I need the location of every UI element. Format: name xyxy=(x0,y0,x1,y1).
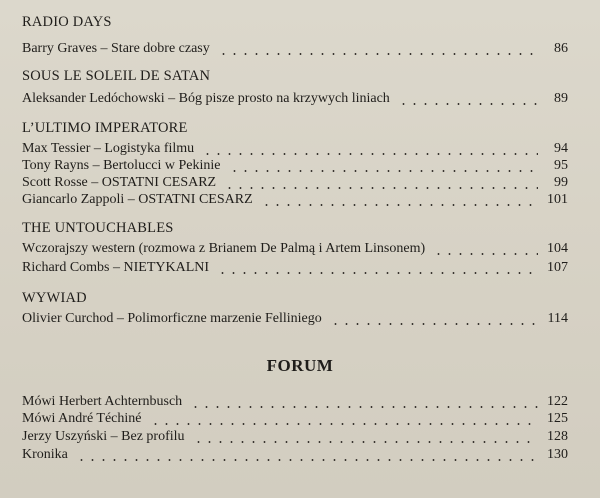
entry-text: Mówi André Téchiné xyxy=(22,411,142,426)
toc-entry xyxy=(0,259,600,277)
leader-dots xyxy=(330,323,538,325)
entry-text: Scott Rosse – OSTATNI CESARZ xyxy=(22,175,217,190)
toc-entry xyxy=(0,174,600,192)
toc-entry xyxy=(0,393,600,411)
entry-text: Mówi Herbert Achternbusch xyxy=(22,394,183,409)
entry-page: 95 xyxy=(554,158,568,173)
entry-text: Kronika xyxy=(22,447,68,462)
forum-heading: FORUM xyxy=(266,356,334,375)
toc-entry xyxy=(0,240,600,258)
entry-page: 101 xyxy=(547,192,568,207)
section-title: THE UNTOUCHABLES xyxy=(22,220,174,236)
entry-text: Max Tessier – Logistyka filmu xyxy=(22,141,195,156)
entry-page: 122 xyxy=(547,394,568,409)
entry-page: 130 xyxy=(547,447,568,462)
leader-dots xyxy=(217,272,538,274)
section-title: RADIO DAYS xyxy=(22,14,112,30)
entry-page: 128 xyxy=(547,429,568,444)
entry-page: 107 xyxy=(547,260,568,275)
leader-dots xyxy=(76,459,538,461)
entry-page: 99 xyxy=(554,175,568,190)
toc-entry xyxy=(0,310,600,328)
leader-dots xyxy=(261,204,538,206)
toc-entry xyxy=(0,446,600,464)
entry-text: Olivier Curchod – Polimorficzne marzenie Felliniego xyxy=(22,311,322,326)
entry-text: Richard Combs – NIETYKALNI xyxy=(22,260,210,275)
entry-text: Barry Graves – Stare dobre czasy xyxy=(22,41,210,56)
entry-text: Jerzy Uszyński – Bez profilu xyxy=(22,429,185,444)
toc-entry xyxy=(0,428,600,446)
section-title: WYWIAD xyxy=(22,290,87,306)
leader-dots xyxy=(150,423,538,425)
entry-page: 86 xyxy=(554,41,568,56)
leader-dots xyxy=(193,441,538,443)
section-title: SOUS LE SOLEIL DE SATAN xyxy=(22,68,211,84)
leader-dots xyxy=(218,53,538,55)
leader-dots xyxy=(229,170,538,172)
entry-page: 104 xyxy=(547,241,568,256)
toc-entry xyxy=(0,40,600,58)
toc-entry xyxy=(0,157,600,175)
leader-dots xyxy=(190,406,538,408)
entry-page: 125 xyxy=(547,411,568,426)
leader-dots xyxy=(398,103,538,105)
entry-text: Aleksander Ledóchowski – Bóg pisze prosto na krzywych liniach xyxy=(22,91,390,106)
toc-entry xyxy=(0,191,600,209)
entry-text: Wczorajszy western (rozmowa z Brianem De Palmą i Artem Linsonem) xyxy=(22,241,426,256)
leader-dots xyxy=(224,187,538,189)
entry-text: Tony Rayns – Bertolucci w Pekinie xyxy=(22,158,221,173)
entry-page: 114 xyxy=(547,311,568,326)
entry-page: 89 xyxy=(554,91,568,106)
leader-dots xyxy=(202,153,538,155)
toc-entry xyxy=(0,410,600,428)
toc-entry xyxy=(0,140,600,158)
entry-page: 94 xyxy=(554,141,568,156)
entry-text: Giancarlo Zappoli – OSTATNI CESARZ xyxy=(22,192,253,207)
section-title: L’ULTIMO IMPERATORE xyxy=(22,120,188,136)
toc-entry xyxy=(0,90,600,108)
